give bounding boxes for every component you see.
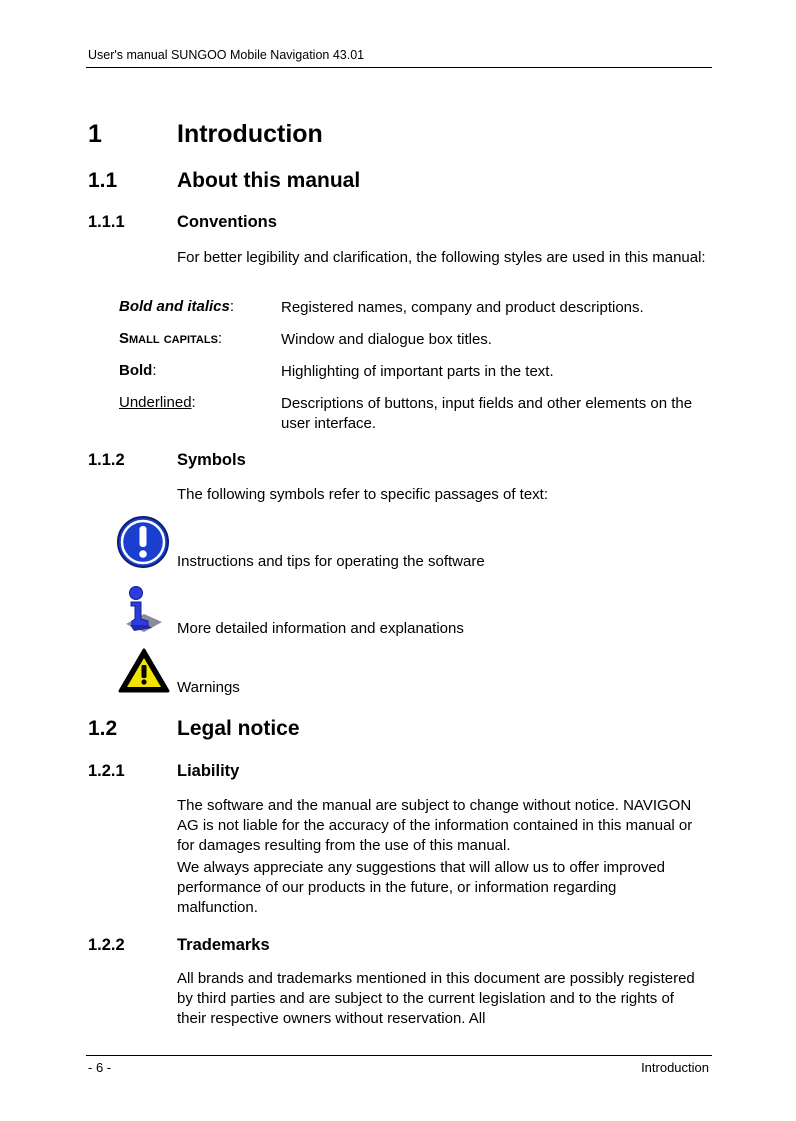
subsection-number-1-2-2: 1.2.2 bbox=[88, 936, 125, 954]
subsection-number-1-2-1: 1.2.1 bbox=[88, 762, 125, 780]
trademarks-paragraph: All brands and trademarks mentioned in this document are possibly registered by third parties and are subject to the current legislation and to the rights of their respective owners without reservation. All bbox=[177, 970, 695, 1027]
symbol-text-warnings: Warnings bbox=[177, 679, 240, 696]
footer-section-title: Introduction bbox=[641, 1060, 709, 1075]
convention-desc-bold-italics: Registered names, company and product descriptions. bbox=[281, 299, 644, 316]
subsection-title-conventions: Conventions bbox=[177, 213, 277, 231]
header-rule bbox=[86, 67, 712, 68]
conventions-intro: For better legibility and clarification, the following styles are used in this manual: bbox=[177, 249, 706, 266]
section-title-legal-notice: Legal notice bbox=[177, 717, 300, 740]
running-header: User's manual SUNGOO Mobile Navigation 43.01 bbox=[88, 48, 365, 62]
convention-term-underlined: Underlined: bbox=[119, 394, 196, 411]
convention-term-bold-italics: Bold and italics: bbox=[119, 298, 235, 315]
convention-desc-underlined: Descriptions of buttons, input fields and other elements on the user interface. bbox=[281, 395, 693, 432]
symbol-text-instructions: Instructions and tips for operating the software bbox=[177, 553, 485, 570]
symbol-text-information: More detailed information and explanations bbox=[177, 620, 464, 637]
convention-desc-bold: Highlighting of important parts in the text. bbox=[281, 363, 554, 380]
convention-desc-small-capitals: Window and dialogue box titles. bbox=[281, 331, 492, 348]
section-title-1-1: About this manual bbox=[177, 169, 361, 192]
section-number-1-2: 1.2 bbox=[88, 717, 118, 740]
footer-rule bbox=[86, 1055, 712, 1056]
convention-term-bold: Bold: bbox=[119, 362, 157, 379]
subsection-number-1-1-1: 1.1.1 bbox=[88, 213, 125, 231]
subsection-title-symbols: Symbols bbox=[177, 451, 246, 469]
subsection-title-liability: Liability bbox=[177, 762, 240, 780]
warning-icon bbox=[118, 648, 170, 694]
liability-paragraph-2: We always appreciate any suggestions that will allow us to offer improved performance of our products in the future, or information regarding malfunction. bbox=[177, 859, 666, 916]
chapter-title: Introduction bbox=[177, 120, 323, 148]
liability-paragraph-1: The software and the manual are subject to change without notice. NAVIGON AG is not liable for the accuracy of the information contained in this manual or for damages resulting from the use of this manual. bbox=[177, 797, 693, 854]
convention-term-small-capitals: Small capitals: bbox=[119, 330, 223, 347]
symbols-intro: The following symbols refer to specific passages of text: bbox=[177, 486, 549, 503]
exclamation-icon bbox=[116, 514, 170, 570]
subsection-title-trademarks: Trademarks bbox=[177, 936, 270, 954]
chapter-number: 1 bbox=[88, 120, 102, 148]
subsection-number-1-1-2: 1.1.2 bbox=[88, 451, 125, 469]
section-number-1-1: 1.1 bbox=[88, 169, 118, 192]
page-number: - 6 - bbox=[88, 1060, 112, 1075]
info-figure-icon bbox=[118, 584, 166, 636]
